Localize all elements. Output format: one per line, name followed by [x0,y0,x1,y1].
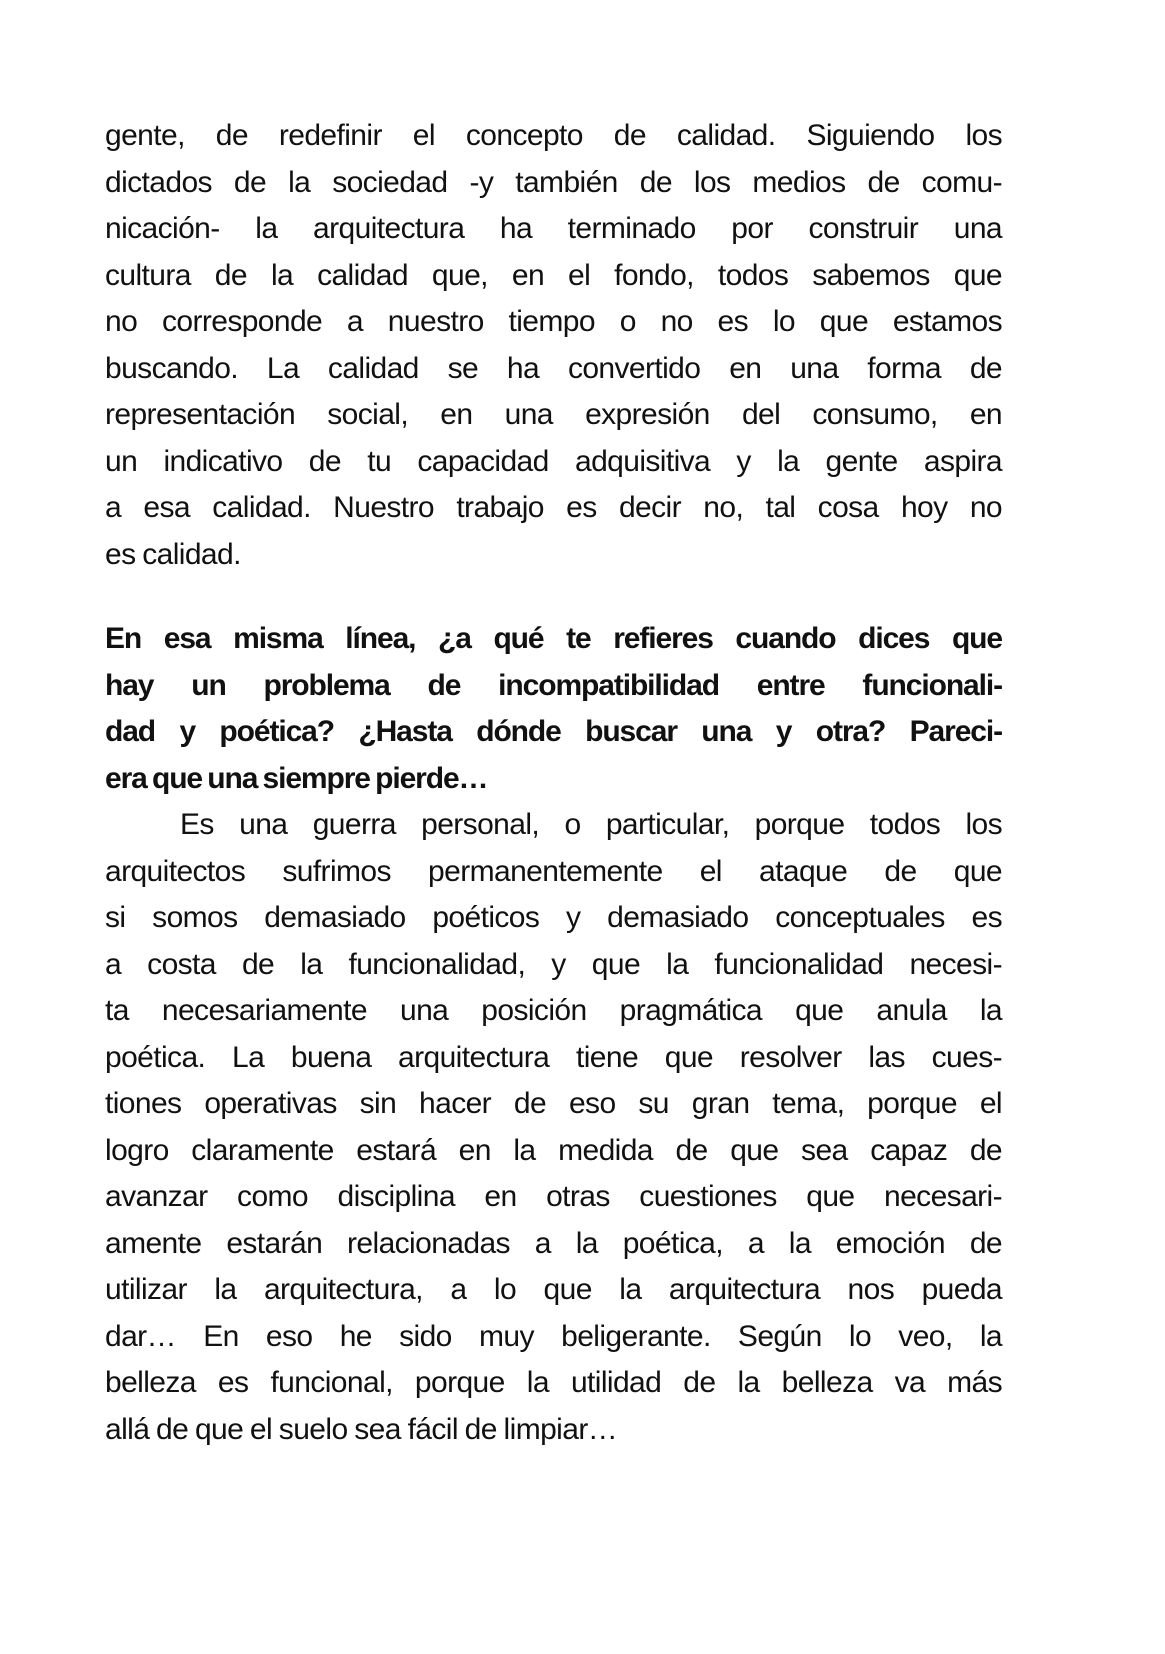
question-line: dad y poética? ¿Hasta dónde buscar una y otra? Pareci- [105,715,1002,748]
page-body [105,113,1002,1453]
text-line: a esa calidad. Nuestro trabajo es decir no, tal cosa hoy no [105,491,1002,524]
text-line: cultura de la calidad que, en el fondo, todos sabemos que [105,258,1002,292]
answer-line: avanzar como disciplina en otras cuestiones que necesari- [105,1180,1002,1213]
text-line: no corresponde a nuestro tiempo o no es lo que estamos [105,305,1002,338]
answer-line: a costa de la funcionalidad, y que la funcionalidad necesi- [105,947,1002,981]
answer-line: logro claramente estará en la medida de que sea capaz de [105,1133,1002,1167]
question-line: era que una siempre pierde… [105,761,488,795]
answer-line: Es una guerra personal, o particular, porque todos los [180,808,1002,841]
text-line: buscando. La calidad se ha convertido en una forma de [105,351,1002,385]
paragraph-intro [105,113,1002,578]
answer-line: arquitectos sufrimos permanentemente el ataque de que [105,854,1002,888]
answer-line: si somos demasiado poéticos y demasiado conceptuales es [105,901,1002,934]
question-line: En esa misma línea, ¿a qué te refieres cuando dices que [105,622,1002,655]
text-line: un indicativo de tu capacidad adquisitiva y la gente aspira [105,444,1002,478]
answer-line: amente estarán relacionadas a la poética, a la emoción de [105,1226,1002,1260]
text-line: es calidad. [105,537,241,571]
text-line: representación social, en una expresión del consumo, en [105,398,1002,431]
answer-line: ta necesariamente una posición pragmática que anula la [105,994,1002,1027]
answer-line: allá de que el suelo sea fácil de limpiar… [105,1412,618,1446]
interview-question [105,616,1002,802]
text-line: nicación- la arquitectura ha terminado por construir una [105,212,1002,245]
answer-line: dar… En eso he sido muy beligerante. Según lo veo, la [105,1319,1002,1353]
answer-line: belleza es funcional, porque la utilidad de la belleza va más [105,1366,1002,1399]
interview-answer [105,802,1002,1453]
answer-line: tiones operativas sin hacer de eso su gran tema, porque el [105,1087,1002,1120]
question-line: hay un problema de incompatibilidad entre funcionali- [105,668,1002,702]
text-line: dictados de la sociedad -y también de los medios de comu- [105,165,1002,199]
answer-line: utilizar la arquitectura, a lo que la arquitectura nos pueda [105,1273,1002,1306]
answer-line: poética. La buena arquitectura tiene que resolver las cues- [105,1040,1002,1074]
text-line: gente, de redefinir el concepto de calidad. Siguiendo los [105,119,1002,152]
